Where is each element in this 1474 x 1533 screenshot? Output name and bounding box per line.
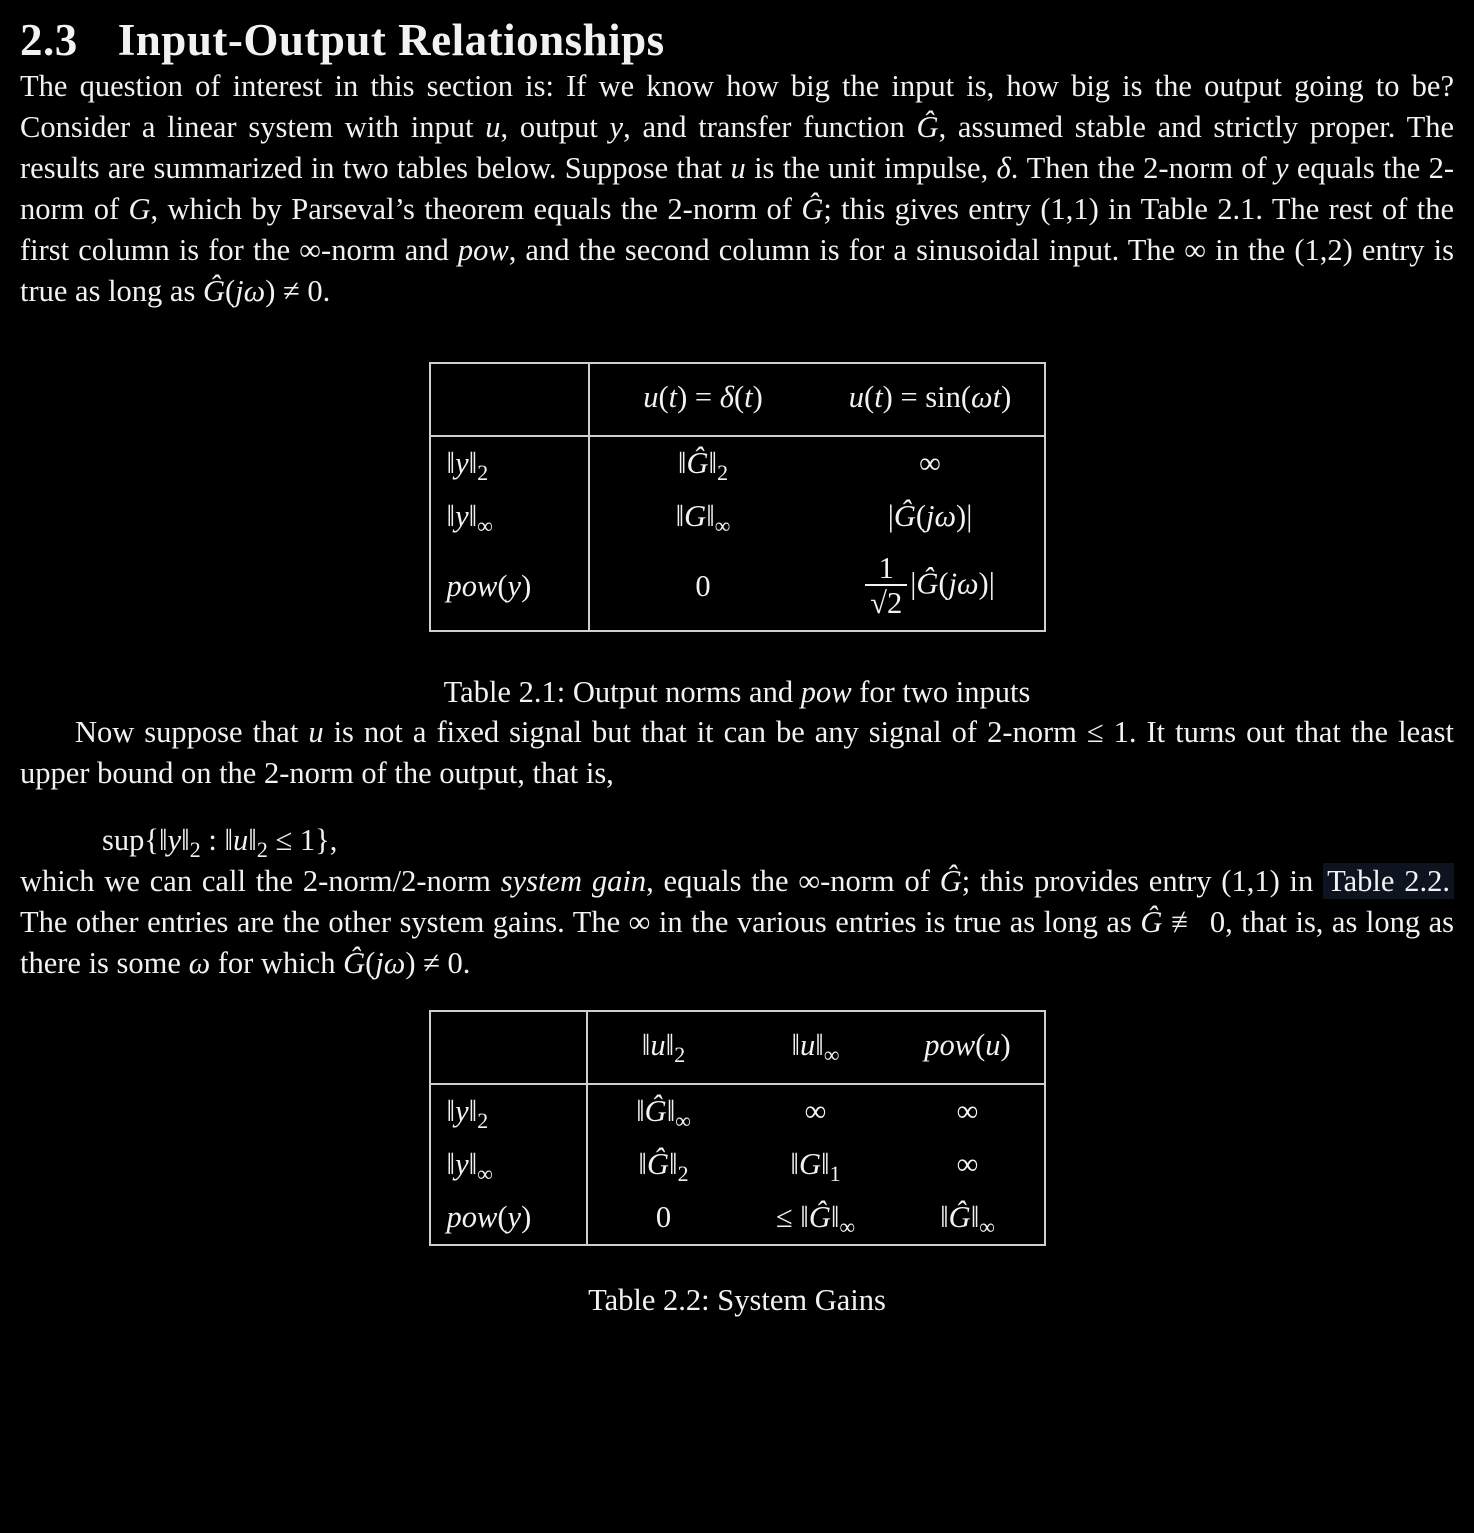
section-title: Input-Output Relationships xyxy=(117,15,665,65)
row-label-pow-y: pow(y) xyxy=(430,1191,587,1245)
table-2-1-col-header-delta: u(t) = δ(t) xyxy=(589,363,817,436)
row-label-y-infnorm: $‖y‖_\infty$ xyxy=(430,490,589,543)
table-2-1-header-row xyxy=(430,363,1045,436)
table-cell: ∞ xyxy=(804,1094,827,1129)
table-cell: 0 xyxy=(655,1200,672,1235)
table-row xyxy=(430,1191,1045,1245)
paragraph-1: The question of interest in this section is: If we know how big the input is, how big is the output going to be? Consider a linear system with input u, output y, and transfer function Ĝ, assumed stable and strictly proper. The results are summarized in two tables below. Suppose that u is the unit impulse, δ. Then the 2-norm of y equals the 2-norm of G, which by Parseval’s theorem equals the 2-norm of Ĝ; this gives entry (1,1) in Table 2.1. The rest of the first column is for the ∞-norm and pow, and the second column is for a sinusoidal input. The ∞ in the (1,2) entry is true as long as Ĝ(jω) ≠ 0. xyxy=(20,69,1455,308)
table-2-1-container xyxy=(20,362,1454,632)
table-2-2-caption: Table 2.2: System Gains xyxy=(588,1283,886,1318)
row-label-pow-y: pow(y) xyxy=(430,543,589,631)
row-label-y-2norm: $‖y‖_2$ xyxy=(430,436,589,490)
table-2-1-col-header-sin: u(t) = sin(ωt) xyxy=(817,363,1045,436)
table-cell: $‖Ĝ‖_2$ xyxy=(677,446,729,486)
table-row xyxy=(430,490,1045,543)
section-heading xyxy=(20,14,1454,66)
sup-equation: $sup\{‖y‖_2$ : $‖u‖_2 \le 1$}, xyxy=(102,823,338,863)
table-cell: |Ĝ(jω)| xyxy=(887,499,973,533)
table-cell: 0 xyxy=(695,569,711,604)
table-2-1 xyxy=(429,362,1046,632)
table-2-2-col-header-u2: $‖u‖_2$ xyxy=(587,1011,740,1084)
table-cell: ≤ $‖Ĝ‖_\infty$ xyxy=(775,1200,856,1240)
fraction: $\frac{1}{√2}$ xyxy=(865,552,907,621)
table-2-2-col-header-powu: pow(u) xyxy=(892,1011,1045,1084)
table-2-2-header-row xyxy=(430,1011,1045,1084)
table-row xyxy=(430,436,1045,490)
table-row xyxy=(430,543,1045,631)
document-page xyxy=(0,14,1474,1320)
table-cell: $\frac{1}{√2}$ |Ĝ(jω)| xyxy=(817,543,1045,631)
paragraph-2: Now suppose that u is not a fixed signal but that it can be any signal of 2-norm ≤ 1. It turns out that the least upper bound on the 2-norm of the output, that is, xyxy=(20,715,1454,791)
table-2-1-corner-cell xyxy=(430,363,589,436)
section-number: 2.3 xyxy=(20,15,78,65)
table-2-2-col-header-uinf: $‖u‖_\infty$ xyxy=(740,1011,892,1084)
table-cell: ∞ xyxy=(919,446,941,480)
table-row xyxy=(430,1084,1045,1138)
table-cell: $‖Ĝ‖_2$ xyxy=(638,1147,689,1187)
table-2-2-link[interactable]: Table 2.2. xyxy=(1323,863,1454,899)
row-label-y-infnorm: $‖y‖_\infty$ xyxy=(430,1138,587,1191)
table-cell: ∞ xyxy=(956,1094,979,1129)
table-2-2 xyxy=(429,1010,1046,1246)
table-2-1-caption: Table 2.1: Output norms and pow for two inputs xyxy=(443,675,1031,710)
table-cell: $‖G‖_1$ xyxy=(790,1147,841,1187)
table-row xyxy=(430,1138,1045,1191)
row-label-y-2norm: $‖y‖_2$ xyxy=(430,1084,587,1138)
table-cell: ∞ xyxy=(956,1147,979,1182)
table-cell: $‖Ĝ‖_\infty$ xyxy=(636,1094,691,1134)
table-2-2-corner-cell xyxy=(430,1011,587,1084)
table-cell: $‖Ĝ‖_\infty$ xyxy=(940,1200,995,1240)
table-cell: $‖G‖_\infty$ xyxy=(675,499,731,539)
table-2-2-container xyxy=(20,1010,1454,1246)
paragraph-3: which we can call the 2-norm/2-norm system gain, equals the ∞-norm of Ĝ; this provides entry (1,1) in Table 2.2. The other entries are the other system gains. The ∞ in the various entries is true as long as Ĝ ≢ 0, that is, as long as there is some ω for which Ĝ(jω) ≠ 0. xyxy=(20,864,1454,981)
